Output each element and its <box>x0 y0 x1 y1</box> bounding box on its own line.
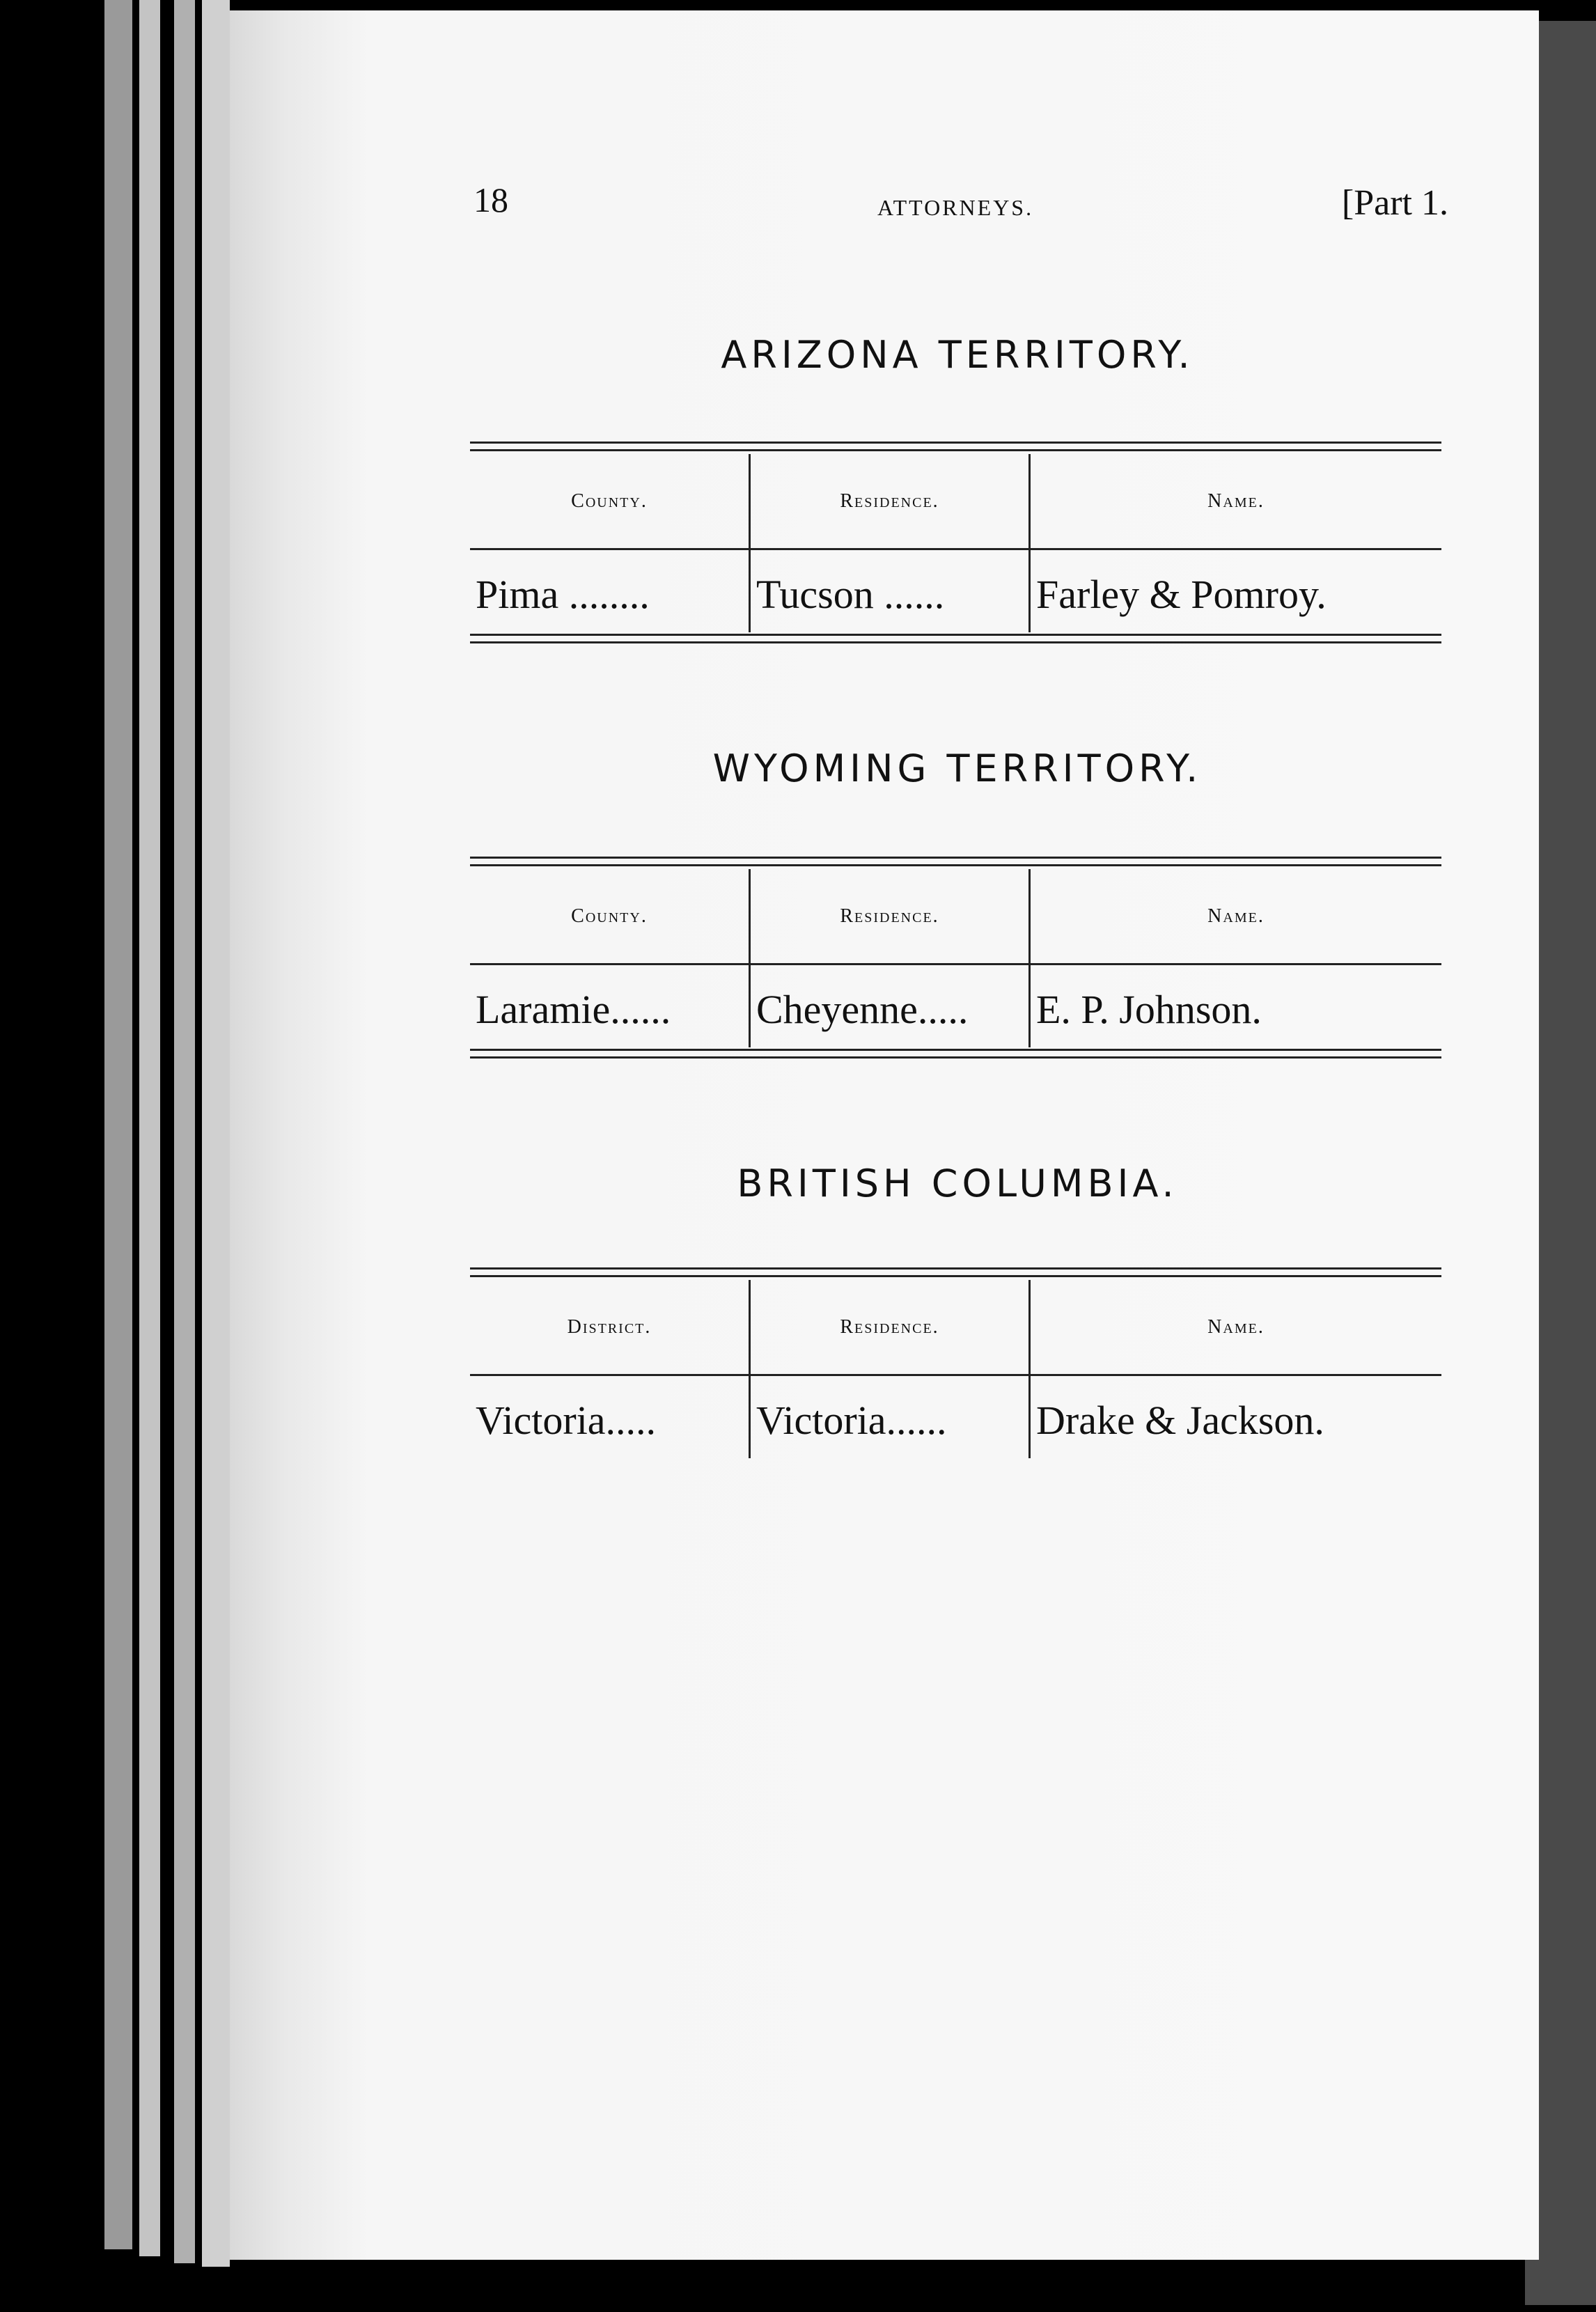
column-header-name: Name. <box>1207 490 1265 512</box>
section-title-wyoming: WYOMING TERRITORY. <box>712 747 1203 790</box>
double-rule <box>470 440 1441 454</box>
column-header-residence: Residence. <box>840 1316 939 1338</box>
residence-value: Victoria...... <box>756 1398 947 1443</box>
column-header-county: County. <box>571 490 648 512</box>
column-header-name: Name. <box>1207 905 1265 927</box>
double-rule <box>470 855 1441 869</box>
district-value: Victoria..... <box>476 1398 657 1443</box>
table-row <box>470 550 1441 632</box>
column-header-residence: Residence. <box>840 490 939 512</box>
column-header-cell <box>470 454 749 548</box>
county-value: Laramie...... <box>476 987 671 1032</box>
column-header-cell <box>1028 1280 1441 1374</box>
table-header-row <box>470 869 1441 965</box>
table-cell <box>470 965 749 1047</box>
table-header-row <box>470 1280 1441 1376</box>
name-value: E. P. Johnson. <box>1036 987 1262 1032</box>
double-rule <box>470 632 1441 646</box>
table-cell <box>1028 1376 1441 1458</box>
book-page-edge <box>104 0 132 2249</box>
column-header-cell <box>470 869 749 963</box>
name-value: Farley & Pomroy. <box>1036 572 1327 617</box>
name-value: Drake & Jackson. <box>1036 1398 1324 1443</box>
column-header-cell <box>1028 869 1441 963</box>
table-row <box>470 1376 1441 1458</box>
county-value: Pima ........ <box>476 572 650 617</box>
table-cell <box>749 550 1028 632</box>
column-header-district: District. <box>567 1316 652 1338</box>
residence-value: Tucson ...... <box>756 572 945 617</box>
section-title-british-columbia: BRITISH COLUMBIA. <box>737 1162 1178 1205</box>
book-page-edge <box>174 0 195 2263</box>
table-wyoming <box>470 855 1441 1061</box>
page-number: 18 <box>474 180 508 219</box>
double-rule <box>470 1266 1441 1280</box>
column-header-cell <box>470 1280 749 1374</box>
table-row <box>470 965 1441 1047</box>
column-header-cell <box>1028 454 1441 548</box>
residence-value: Cheyenne..... <box>756 987 969 1032</box>
table-cell <box>1028 550 1441 632</box>
column-header-cell <box>749 454 1028 548</box>
table-cell <box>470 550 749 632</box>
table-cell <box>1028 965 1441 1047</box>
section-title-arizona: ARIZONA TERRITORY. <box>721 333 1194 377</box>
table-british-columbia <box>470 1266 1441 1458</box>
table-cell <box>749 1376 1028 1458</box>
column-header-residence: Residence. <box>840 905 939 927</box>
table-cell <box>470 1376 749 1458</box>
book-page-edge <box>139 0 160 2256</box>
column-header-cell <box>749 869 1028 963</box>
column-header-county: County. <box>571 905 648 927</box>
running-title: ATTORNEYS. <box>877 195 1034 220</box>
running-header <box>474 180 1448 235</box>
table-header-row <box>470 454 1441 550</box>
part-label: [Part 1. <box>1341 183 1448 223</box>
table-cell <box>749 965 1028 1047</box>
table-arizona <box>470 440 1441 646</box>
book-page-edge <box>202 0 230 2267</box>
column-header-name: Name. <box>1207 1316 1265 1338</box>
double-rule <box>470 1047 1441 1061</box>
column-header-cell <box>749 1280 1028 1374</box>
